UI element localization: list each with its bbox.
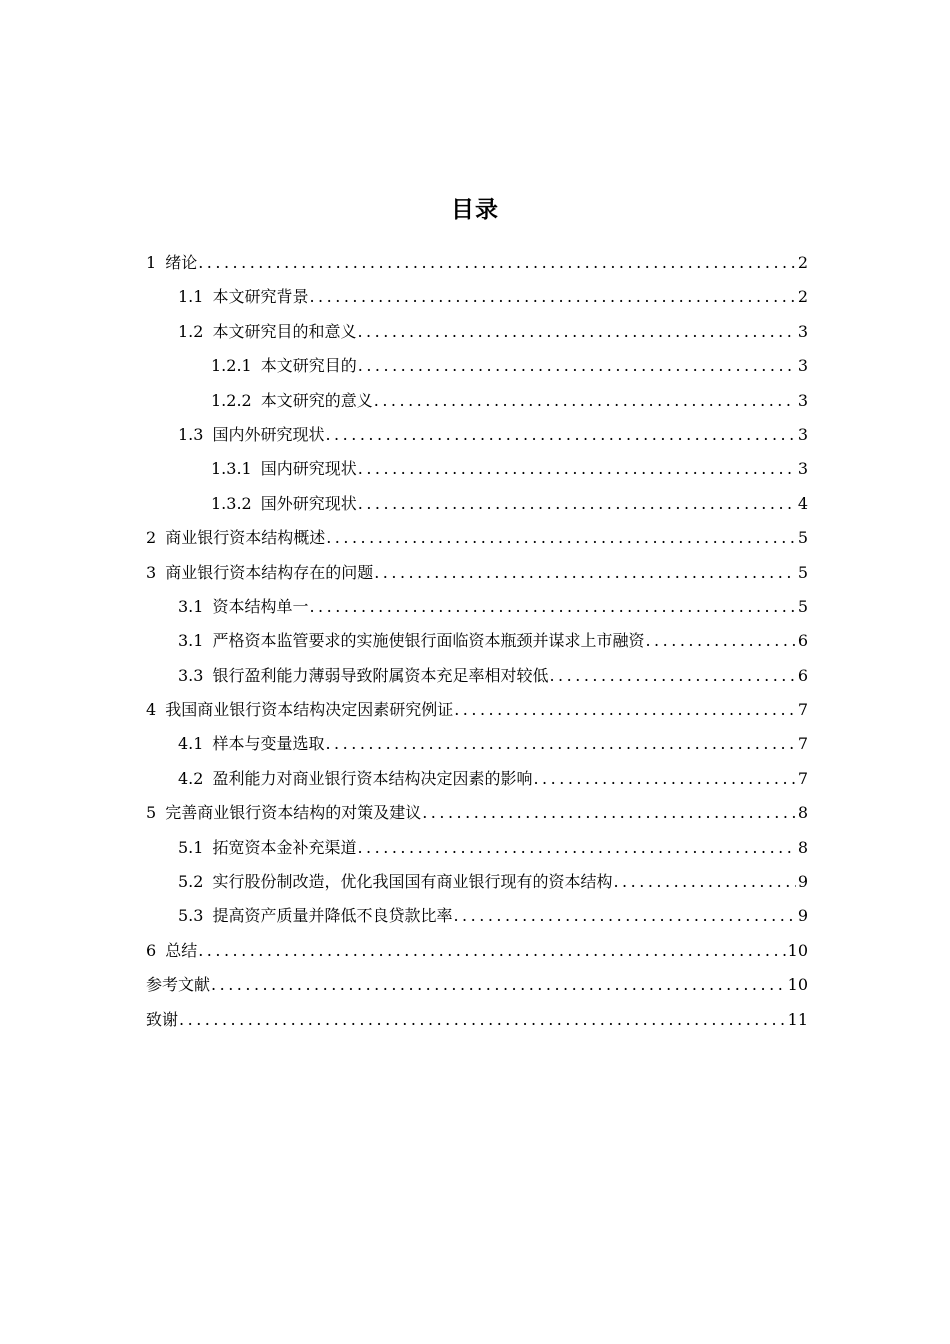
toc-entry-text: 国内外研究现状	[212, 424, 325, 444]
toc-entry-number: 5.3	[178, 906, 204, 926]
toc-entry-number: 6	[146, 940, 157, 960]
toc-entry-label	[146, 521, 325, 555]
toc-page-number: 5	[797, 596, 808, 616]
toc-entry[interactable]	[146, 246, 808, 280]
toc-entry-text: 本文研究目的	[260, 356, 357, 376]
toc-page-number: 2	[797, 287, 808, 307]
dot-leader	[533, 762, 795, 796]
dot-leader	[357, 831, 795, 865]
dot-leader	[179, 1003, 786, 1037]
toc-entry-label	[146, 556, 373, 590]
toc-entry-text: 提高资产质量并降低不良贷款比率	[212, 906, 453, 926]
toc-entry-number: 4.1	[178, 734, 204, 754]
toc-entry[interactable]	[146, 831, 808, 865]
toc-entry-number: 1.1	[178, 287, 204, 307]
toc-page-number: 5	[797, 562, 808, 582]
toc-entry[interactable]	[146, 727, 808, 761]
toc-entry-text: 绪论	[165, 253, 198, 272]
toc-entry-text: 国内研究现状	[260, 459, 357, 479]
toc-entry-label	[178, 727, 324, 761]
toc-page-number: 3	[797, 459, 808, 479]
toc-entry-label	[178, 280, 308, 314]
dot-leader	[309, 590, 795, 624]
toc-entry-text: 总结	[165, 940, 198, 960]
toc-entry[interactable]	[146, 796, 808, 830]
toc-entry-text: 国外研究现状	[260, 493, 357, 513]
toc-entry-number: 1.3.2	[211, 493, 252, 513]
dot-leader	[549, 659, 795, 693]
toc-entry-number: 5	[146, 803, 157, 823]
toc-entry-number: 3.3	[178, 665, 204, 685]
toc-entry-label	[178, 659, 548, 693]
toc-entry-label	[178, 624, 644, 658]
toc-entry-label	[146, 246, 197, 280]
dot-leader	[422, 796, 796, 830]
toc-entry-label	[211, 349, 357, 383]
dot-leader	[325, 727, 795, 761]
toc-entry-label	[211, 452, 357, 486]
dot-leader	[325, 418, 795, 452]
toc-entry-label	[211, 487, 357, 521]
dot-leader	[454, 693, 796, 727]
toc-page-number: 6	[797, 631, 808, 651]
toc-page-number: 3	[797, 424, 808, 444]
toc-page-number: 10	[787, 975, 808, 995]
dot-leader	[211, 968, 786, 1002]
toc-entry[interactable]	[146, 556, 808, 590]
toc-entry-text: 样本与变量选取	[212, 734, 325, 754]
toc-entry-number: 3.1	[178, 596, 204, 616]
toc-page-number: 8	[797, 837, 808, 857]
page-title: 目录	[451, 197, 499, 223]
toc-entry-number: 1	[146, 253, 157, 272]
toc-page-number: 2	[797, 253, 808, 272]
toc-entry[interactable]	[146, 865, 808, 899]
toc-entry-number: 3.1	[178, 631, 204, 651]
toc-entry-text: 参考文献	[146, 975, 211, 995]
toc-entry-text: 资本结构单一	[212, 596, 309, 616]
toc-entry-text: 完善商业银行资本结构的对策及建议	[165, 803, 422, 823]
toc-entry-text: 本文研究的意义	[260, 390, 373, 410]
toc-entry[interactable]	[146, 384, 808, 418]
toc-entry-number: 1.2	[178, 321, 204, 341]
toc-entry-label	[178, 418, 324, 452]
toc-entry-number: 1.3.1	[211, 459, 252, 479]
toc-entry[interactable]	[146, 934, 808, 968]
dot-leader	[357, 315, 795, 349]
dot-leader	[613, 865, 795, 899]
toc-entry[interactable]	[146, 899, 808, 933]
toc-entry[interactable]	[146, 315, 808, 349]
toc-entry-label	[146, 968, 210, 1002]
toc-entry[interactable]	[146, 487, 808, 521]
toc-entry-number: 1.2.1	[211, 356, 252, 376]
toc-page-number: 3	[797, 390, 808, 410]
toc-page-number: 11	[787, 1009, 808, 1029]
toc-entry-number: 3	[146, 562, 157, 582]
toc-entry-label	[178, 590, 308, 624]
dot-leader	[358, 487, 796, 521]
toc-entry-text: 严格资本监管要求的实施使银行面临资本瓶颈并谋求上市融资	[212, 631, 645, 651]
toc-entry-label	[178, 762, 532, 796]
toc-entry[interactable]	[146, 452, 808, 486]
toc-entry[interactable]	[146, 280, 808, 314]
toc-entry-label	[146, 1003, 178, 1037]
toc-entry-text: 本文研究背景	[212, 287, 309, 307]
toc-page-number: 4	[797, 493, 808, 513]
toc-entry-text: 实行股份制改造，优化我国国有商业银行现有的资本结构	[212, 872, 613, 892]
toc-page-number: 7	[797, 700, 808, 720]
dot-leader	[198, 246, 796, 280]
toc-entry[interactable]	[146, 693, 808, 727]
toc-page-number: 8	[797, 803, 808, 823]
toc-entry[interactable]	[146, 624, 808, 658]
toc-page-number: 6	[797, 665, 808, 685]
toc-entry-number: 1.3	[178, 424, 204, 444]
toc-entry-text: 商业银行资本结构概述	[165, 528, 326, 548]
toc-entry[interactable]	[146, 349, 808, 383]
toc-page-number: 7	[797, 768, 808, 788]
toc-entry[interactable]	[146, 659, 808, 693]
toc-entry-text: 致谢	[146, 1009, 179, 1029]
dot-leader	[453, 899, 795, 933]
toc-entry[interactable]	[146, 762, 808, 796]
toc-entry-text: 盈利能力对商业银行资本结构决定因素的影响	[212, 768, 533, 788]
toc-entry-label	[178, 899, 452, 933]
dot-leader	[326, 521, 796, 555]
toc-entry-label	[146, 934, 197, 968]
toc-page-number: 3	[797, 321, 808, 341]
toc-page-number: 9	[797, 872, 808, 892]
toc-entry-text: 我国商业银行资本结构决定因素研究例证	[165, 700, 454, 720]
toc-entry[interactable]	[146, 418, 808, 452]
toc-page-number: 7	[797, 734, 808, 754]
dot-leader	[374, 384, 796, 418]
dot-leader	[374, 556, 796, 590]
toc-entry-number: 4	[146, 700, 157, 720]
dot-leader	[358, 452, 796, 486]
dot-leader	[309, 280, 795, 314]
toc-entry[interactable]	[146, 968, 808, 1002]
toc-entry-label	[146, 693, 453, 727]
toc-entry[interactable]	[146, 521, 808, 555]
toc-entry-text: 拓宽资本金补充渠道	[212, 837, 357, 857]
dot-leader	[645, 624, 795, 658]
toc-entry-text: 商业银行资本结构存在的问题	[165, 562, 374, 582]
dot-leader	[358, 349, 796, 383]
toc-entry-label	[146, 796, 421, 830]
table-of-contents	[146, 246, 808, 1037]
toc-entry-number: 5.1	[178, 837, 204, 857]
toc-page-number: 9	[797, 906, 808, 926]
toc-entry-label	[178, 865, 612, 899]
toc-page-number: 5	[797, 528, 808, 548]
toc-entry-number: 1.2.2	[211, 390, 252, 410]
toc-entry-number: 5.2	[178, 872, 204, 892]
toc-entry-label	[178, 831, 356, 865]
toc-entry-number: 4.2	[178, 768, 204, 788]
toc-entry-number: 2	[146, 528, 157, 548]
toc-entry[interactable]	[146, 1003, 808, 1037]
toc-page-number: 10	[787, 940, 808, 960]
toc-entry-label	[211, 384, 373, 418]
dot-leader	[198, 934, 785, 968]
toc-entry-label	[178, 315, 356, 349]
toc-entry-text: 本文研究目的和意义	[212, 321, 357, 341]
toc-entry[interactable]	[146, 590, 808, 624]
toc-page-number: 3	[797, 356, 808, 376]
toc-entry-text: 银行盈利能力薄弱导致附属资本充足率相对较低	[212, 665, 549, 685]
